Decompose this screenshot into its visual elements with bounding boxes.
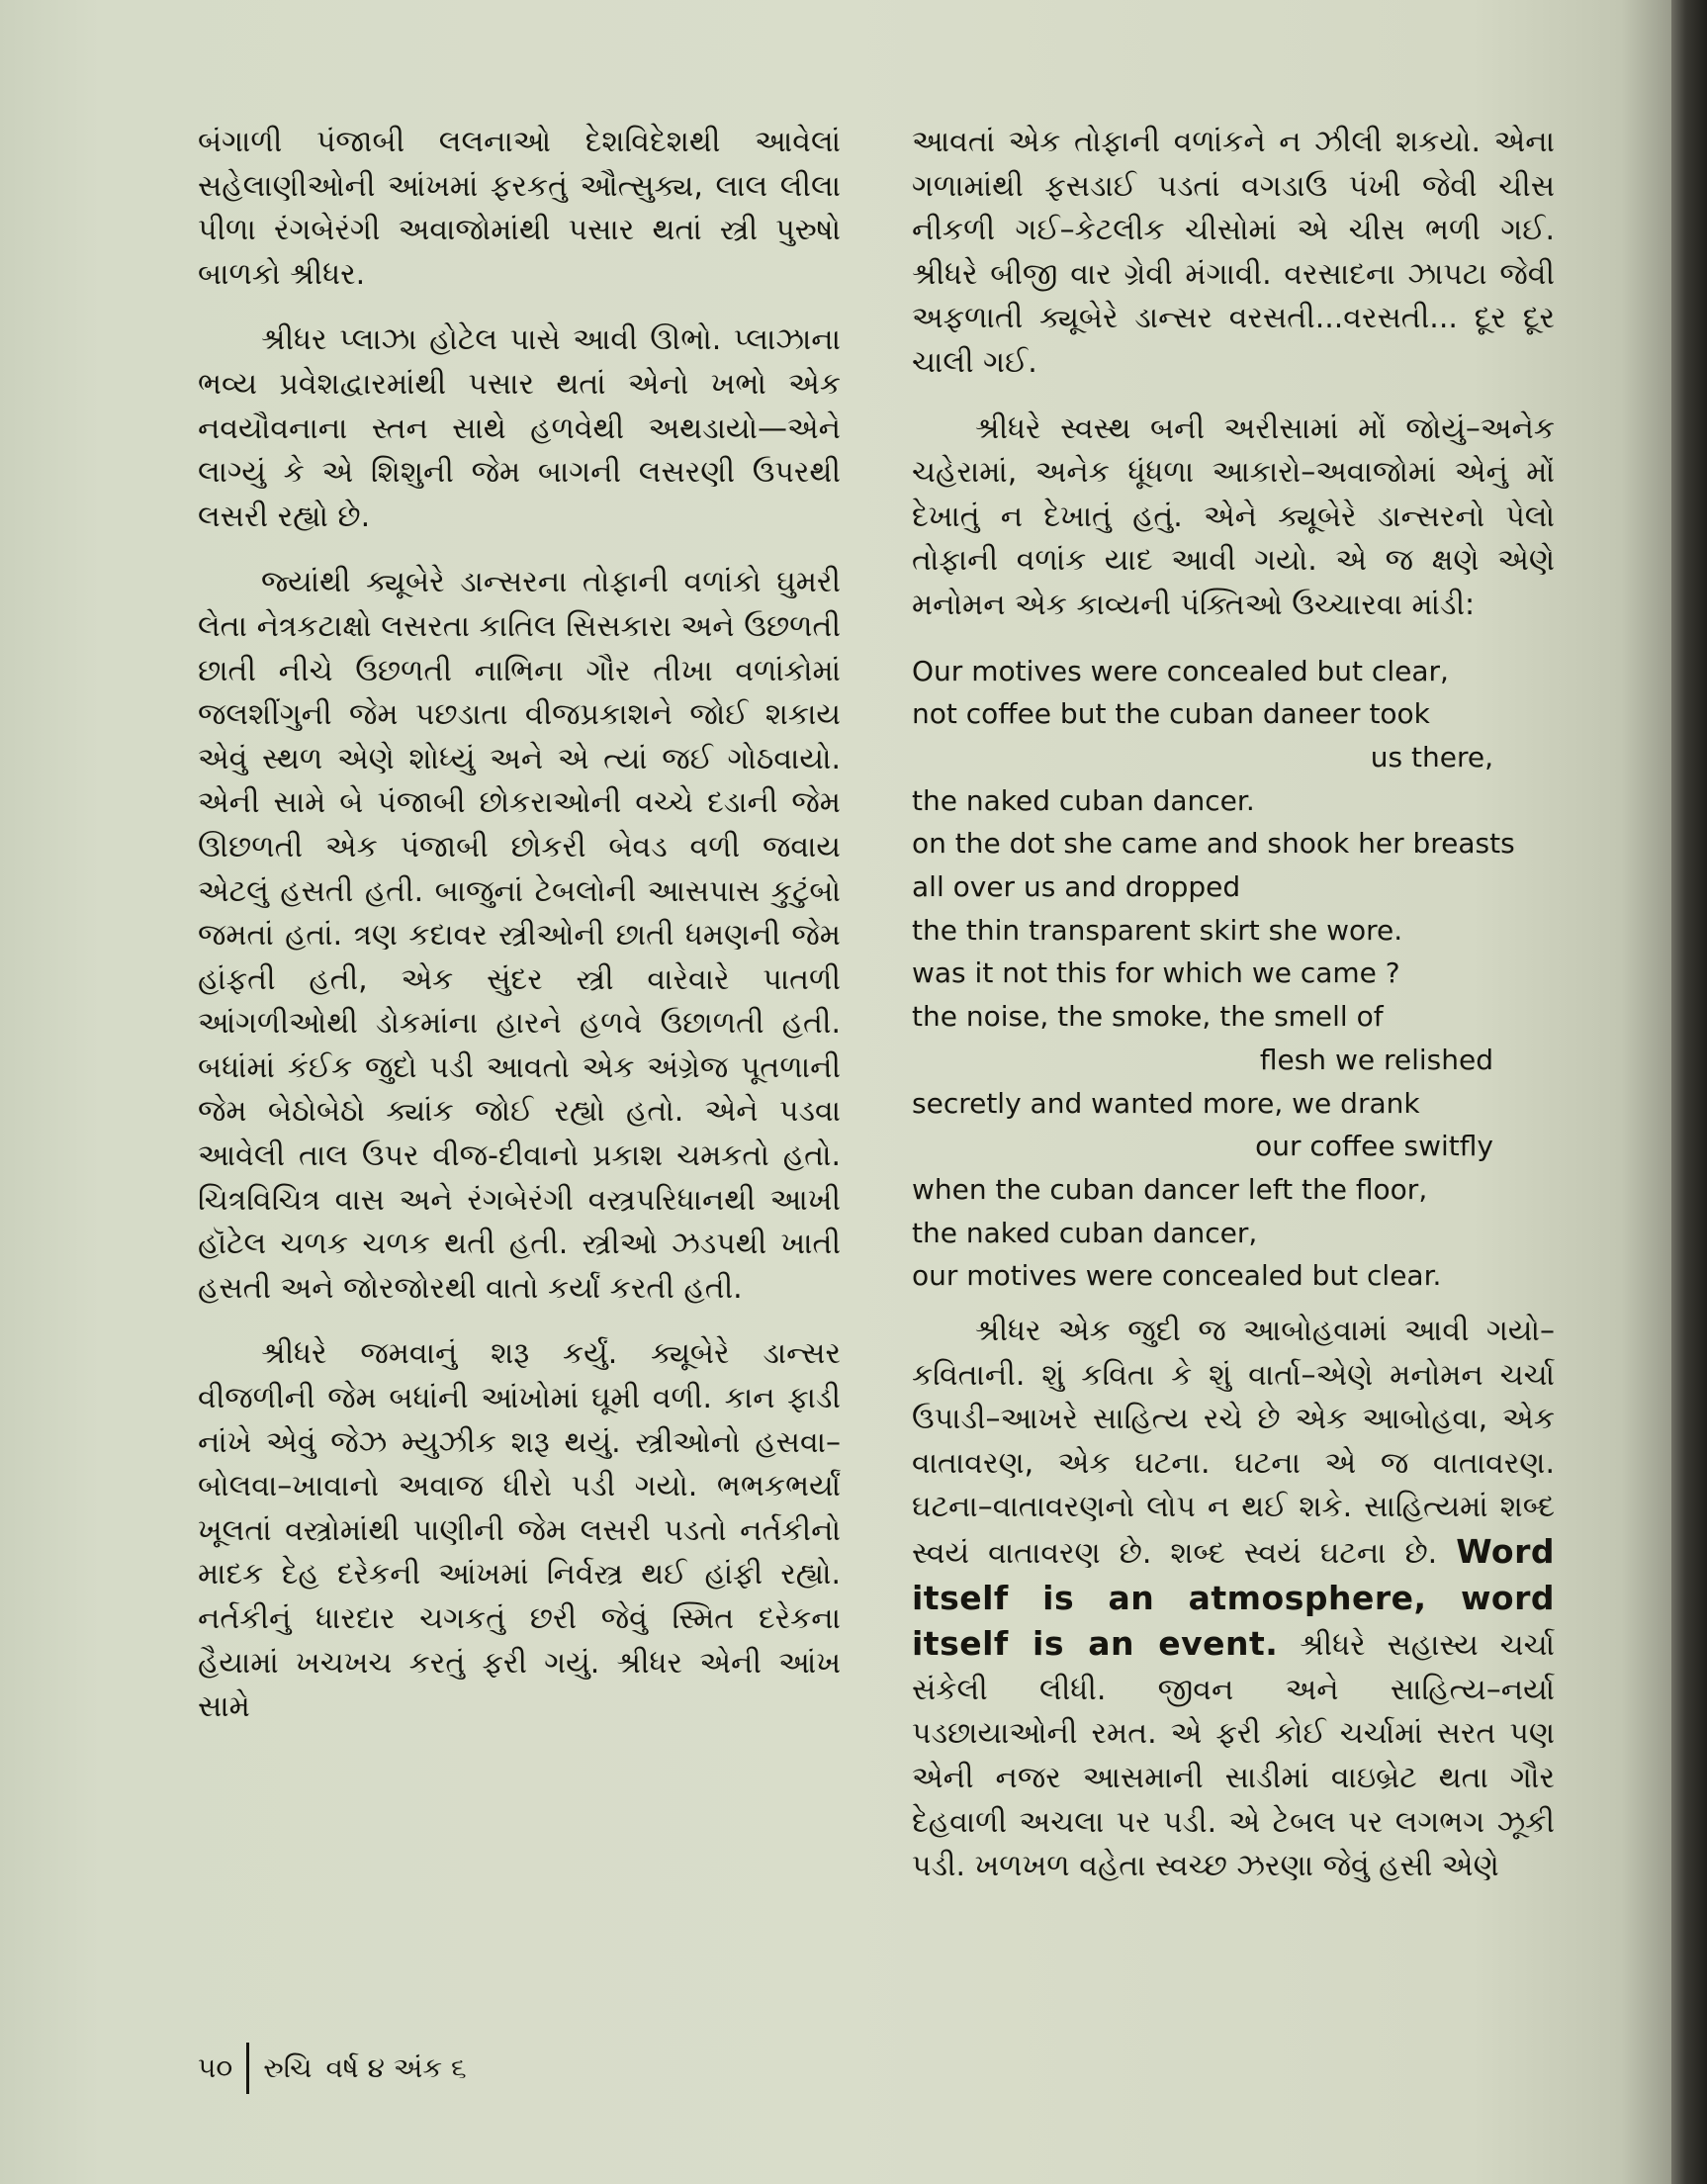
english-poem [912, 650, 1555, 1299]
poem-line: us there, [1370, 740, 1493, 774]
left-column [198, 121, 841, 1752]
poem-line: the thin transparent skirt she wore. [912, 913, 1403, 947]
poem-line: flesh we relished [1259, 1043, 1493, 1076]
poem-line: the naked cuban dancer. [912, 783, 1255, 817]
page-footer [198, 2043, 467, 2094]
poem-line: was it not this for which we came ? [912, 956, 1400, 990]
poem-line: on the dot she came and shook her breasts [912, 827, 1515, 861]
poem-line: our motives were concealed but clear. [912, 1259, 1442, 1293]
right-column [912, 121, 1555, 1911]
paragraph: બંગાળી પંજાબી લલનાઓ દેશવિદેશથી આવેલાં સહેલાણીઓની આંખમાં ફરકતું ઔત્સુક્ય, લાલ લીલા પીળા રંગબેરંગી અવાજોમાંથી પસાર થતાં સ્ત્રી પુરુષો બાળકો શ્રીધર. [198, 125, 841, 292]
journal-name: રુચિ [263, 2051, 313, 2084]
page-number: ૫૦ [198, 2051, 233, 2084]
poem-line: the noise, the smoke, the smell of [912, 1000, 1384, 1034]
poem-line: when the cuban dancer left the floor, [912, 1172, 1428, 1206]
paragraph: શ્રીધરે સ્વસ્થ બની અરીસામાં મોં જોયું–અનેક ચહેરામાં, અનેક ધૂંધળા આકારો–અવાજોમાં એનું મોં દેખાતું ન દેખાતું હતું. એને ક્યૂબેરે ડાન્સરનો પેલો તોફાની વળાંક યાદ આવી ગયો. એ જ ક્ષણે એણે મનોમન એક કાવ્યની પંક્તિઓ ઉચ્ચારવા માંડી: [912, 410, 1555, 622]
page-edge-shadow [1671, 0, 1707, 2184]
poem-line: Our motives were concealed but clear, [912, 654, 1449, 687]
poem-line: the naked cuban dancer, [912, 1216, 1258, 1249]
issue-info: વર્ષ ૪ અંક ૬ [325, 2051, 467, 2084]
paragraph-text: શ્રીધરે સહાસ્ય ચર્ચા સંકેલી લીધી. જીવન અને સાહિત્ય–નર્યા પડછાયાઓની રમત. એ ફરી કોઈ ચર્ચામાં સરત પણ એની નજર આસમાની સાડીમાં વાઇબ્રેટ થતા ગૌર દેહવાળી અચલા પર પડી. એ ટેબલ પર લગભગ ઝૂકી પડી. ખળખળ વહેતા સ્વચ્છ ઝરણા જેવું હસી એણે [912, 1628, 1555, 1884]
paragraph: આવતાં એક તોફાની વળાંકને ન ઝીલી શકયો. એના ગળામાંથી ફસડાઈ પડતાં વગડાઉ પંખી જેવી ચીસ નીકળી ગઈ–કેટલીક ચીસોમાં એ ચીસ ભળી ગઈ. શ્રીધરે બીજી વાર ગ્રેવી મંગાવી. વરસાદના ઝાપટા જેવી અફળાતી ક્યૂબેરે ડાન્સર વરસતી...વરસતી... દૂર દૂર ચાલી ગઈ. [912, 125, 1555, 380]
poem-line: all over us and dropped [912, 870, 1241, 904]
paragraph: શ્રીધરે જમવાનું શરૂ કર્યું. ક્યૂબેરે ડાન્સર વીજળીની જેમ બધાંની આંખોમાં ઘૂમી વળી. કાન ફાડી નાંખે એવું જેઝ મ્યુઝીક શરૂ થયું. સ્ત્રીઓનો હસવા–બોલવા–ખાવાનો અવાજ ધીરો પડી ગયો. ભભકભર્યાં ખૂલતાં વસ્ત્રોમાંથી પાણીની જેમ લસરી પડતો નર્તકીનો માદક દેહ દરેકની આંખમાં નિર્વસ્ત્ર થઈ હાંફી રહ્યો. નર્તકીનું ધારદાર ચગકતું છરી જેવું સ્મિત દરેકના હૈયામાં ખચખચ કરતું ફરી ગયું. શ્રીધર એની આંખ સામે [198, 1336, 841, 1725]
poem-line: our coffee switfly [1255, 1130, 1493, 1163]
paragraph [912, 1310, 1555, 1889]
poem-line: not coffee but the cuban daneer took [912, 697, 1430, 731]
english-quote: Word itself is an atmosphere, word itself is an event. [912, 1532, 1555, 1664]
paragraph-text: શ્રીધર એક જુદી જ આબોહવામાં આવી ગયો–કવિતાની. શું કવિતા કે શું વાર્તા–એણે મનોમન ચર્ચા ઉપાડી–આખરે સાહિત્ય રચે છે એક આબોહવા, એક વાતાવરણ, એક ઘટના. ઘટના એ જ વાતાવરણ. ઘટના–વાતાવરણનો લોપ ન થઈ શકે. સાહિત્યમાં શબ્દ સ્વયં વાતાવરણ છે. શબ્દ સ્વયં ઘટના છે. [912, 1314, 1555, 1572]
footer-divider [246, 2043, 249, 2094]
poem-line: secretly and wanted more, we drank [912, 1086, 1420, 1120]
paragraph: શ્રીધર પ્લાઝા હોટેલ પાસે આવી ઊભો. પ્લાઝાના ભવ્ય પ્રવેશદ્વારમાંથી પસાર થતાં એનો ખભો એક નવયૌવનાના સ્તન સાથે હળવેથી અથડાયો—એને લાગ્યું કે એ શિશુની જેમ બાગની લસરણી ઉપરથી લસરી રહ્યો છે. [198, 322, 841, 534]
paragraph: જ્યાંથી ક્યૂબેરે ડાન્સરના તોફાની વળાંકો ઘુમરી લેતા નેત્રકટાક્ષો લસરતા કાતિલ સિસકારા અને ઉછળતી છાતી નીચે ઉછળતી નાભિના ગૌર તીખા વળાંકોમાં જલશીંગુની જેમ પછડાતા વીજપ્રકાશને જોઈ શકાય એવું સ્થળ એણે શોધ્યું અને એ ત્યાં જઈ ગોઠવાયો. એની સામે બે પંજાબી છોકરાઓની વચ્ચે દડાની જેમ ઊછળતી એક પંજાબી છોકરી બેવડ વળી જવાય એટલું હસતી હતી. બાજુનાં ટેબલોની આસપાસ કુટુંબો જમતાં હતાં. ત્રણ કદાવર સ્ત્રીઓની છાતી ધમણની જેમ હાંફતી હતી, એક સુંદર સ્ત્રી વારેવારે પાતળી આંગળીઓથી ડોકમાંના હારને હળવે ઉછાળતી હતી. બધાંમાં કંઈક જુદો પડી આવતો એક અંગ્રેજ પૂતળાની જેમ બેઠોબેઠો ક્યાંક જોઈ રહ્યો હતો. એને પડવા આવેલી તાલ ઉપર વીજ-દીવાનો પ્રકાશ ચમકતો હતો. ચિત્રવિચિત્ર વાસ અને રંગબેરંગી વસ્ત્રપરિધાનથી આખી હૉટેલ ચળક ચળક થતી હતી. સ્ત્રીઓ ઝડપથી ખાતી હસતી અને જોરજોરથી વાતો કર્યાં કરતી હતી. [198, 565, 841, 1306]
